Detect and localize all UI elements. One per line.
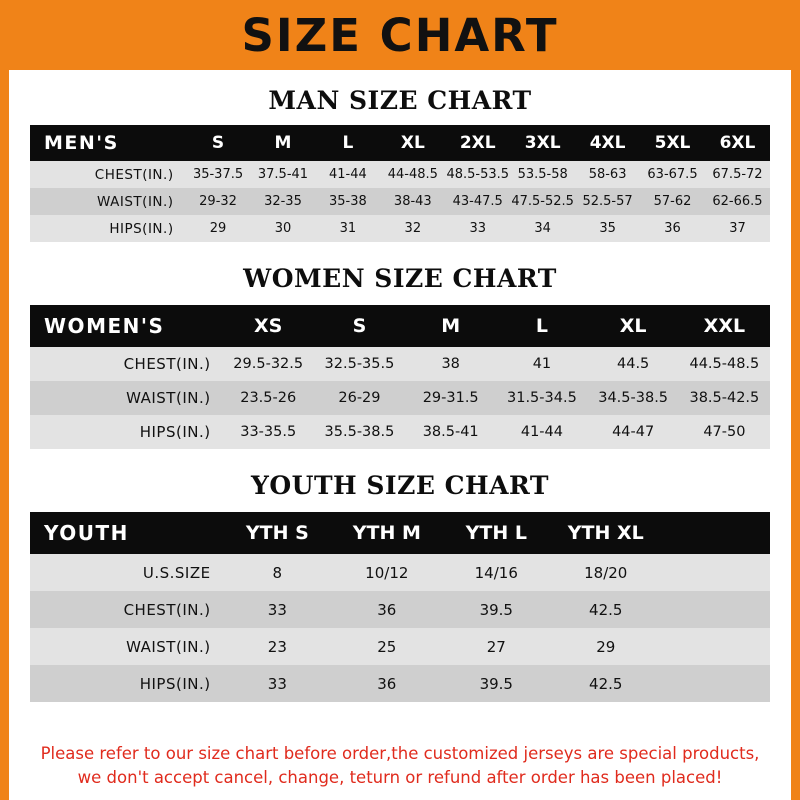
- men-header-cell: XL: [400, 133, 425, 153]
- women-size-table: [30, 305, 770, 449]
- men-size-table: [30, 125, 770, 242]
- youth-table-header: [30, 512, 770, 554]
- youth-section-title: YOUTH SIZE CHART: [251, 471, 549, 500]
- cell: 38: [441, 356, 460, 372]
- youth-header-cell: YTH XL: [567, 522, 644, 544]
- row-label: CHEST(IN.): [123, 355, 211, 373]
- page-banner: [0, 0, 800, 70]
- cell: 32.5-35.5: [324, 356, 395, 372]
- cell-empty: [660, 591, 770, 628]
- cell: 36: [664, 221, 681, 236]
- cell: 44.5-48.5: [689, 356, 760, 372]
- cell: 30: [274, 221, 292, 236]
- content-area: [9, 70, 791, 728]
- youth-header-cell-empty: [660, 512, 770, 554]
- table-row: [30, 188, 770, 215]
- table-header-row: [30, 125, 770, 161]
- footer-note-line-2: we don't accept cancel, change, teturn or refund after order has been placed!: [77, 768, 723, 788]
- row-label: HIPS(IN.): [109, 220, 174, 237]
- row-label: WAIST(IN.): [126, 637, 211, 656]
- cell: 58-63: [588, 167, 627, 182]
- row-label: CHEST(IN.): [123, 600, 211, 619]
- youth-size-table: [30, 512, 770, 702]
- cell: 33: [267, 600, 287, 619]
- cell: 38.5-41: [422, 424, 479, 440]
- cell: 48.5-53.5: [446, 167, 510, 182]
- cell: 29-31.5: [422, 390, 479, 406]
- cell: 29.5-32.5: [233, 356, 304, 372]
- men-header-cell: S: [211, 133, 225, 153]
- cell: 43-47.5: [452, 194, 503, 209]
- cell: 31.5-34.5: [507, 390, 577, 406]
- women-header-cell: XL: [619, 315, 647, 337]
- cell: 18/20: [584, 563, 628, 582]
- cell: 23: [267, 637, 287, 656]
- cell: 63-67.5: [647, 167, 698, 182]
- row-label: HIPS(IN.): [139, 423, 211, 441]
- cell: 62-66.5: [712, 194, 763, 209]
- men-header-cell: 3XL: [524, 133, 561, 153]
- youth-header-cell: YTH M: [352, 522, 421, 544]
- men-header-cell: 5XL: [654, 133, 691, 153]
- cell: 33: [267, 674, 287, 693]
- cell: 44-48.5: [387, 167, 438, 182]
- women-header-label: WOMEN'S: [44, 314, 165, 338]
- cell: 38.5-42.5: [689, 390, 760, 406]
- cell: 8: [272, 563, 283, 582]
- table-row: [30, 415, 770, 449]
- cell-empty: [660, 665, 770, 702]
- table-row: [30, 665, 770, 702]
- footer-note: [9, 728, 791, 800]
- cell: 38-43: [393, 194, 432, 209]
- cell: 31: [339, 221, 357, 236]
- cell: 47-50: [703, 424, 746, 440]
- table-row: [30, 347, 770, 381]
- youth-header-cell: YTH S: [245, 522, 309, 544]
- cell: 36: [377, 674, 397, 693]
- men-table-header: [30, 125, 770, 161]
- cell: 39.5: [479, 600, 513, 619]
- women-table-body: [30, 347, 770, 449]
- cell: 57-62: [653, 194, 692, 209]
- cell: 53.5-58: [517, 167, 568, 182]
- cell: 42.5: [589, 674, 623, 693]
- cell: 32-35: [264, 194, 302, 209]
- men-header-cell: L: [342, 133, 354, 153]
- table-header-row: [30, 305, 770, 347]
- women-header-cell: L: [535, 315, 548, 337]
- cell: 67.5-72: [712, 167, 763, 182]
- youth-header-cell: YTH L: [465, 522, 527, 544]
- cell: 39.5: [479, 674, 513, 693]
- page-title: SIZE CHART: [241, 8, 559, 62]
- youth-header-label: YOUTH: [44, 521, 129, 545]
- cell: 37: [729, 221, 746, 236]
- cell-empty: [660, 554, 770, 591]
- footer-note-line-1: Please refer to our size chart before order,the customized jerseys are special products,: [40, 744, 760, 764]
- cell: 44-47: [612, 424, 655, 440]
- youth-table-body: [30, 554, 770, 702]
- cell: 23.5-26: [240, 390, 297, 406]
- cell: 35-38: [329, 194, 367, 209]
- cell: 29: [209, 221, 227, 236]
- row-label: WAIST(IN.): [97, 193, 174, 210]
- women-table-header: [30, 305, 770, 347]
- cell-empty: [660, 628, 770, 665]
- cell: 47.5-52.5: [511, 194, 574, 209]
- cell: 10/12: [365, 563, 409, 582]
- cell: 41: [532, 356, 552, 372]
- women-header-cell: M: [441, 315, 461, 337]
- table-row: [30, 215, 770, 242]
- women-header-cell: S: [352, 315, 367, 337]
- men-header-cell: 4XL: [589, 133, 626, 153]
- table-row: [30, 591, 770, 628]
- cell: 14/16: [474, 563, 518, 582]
- men-section-title: MAN SIZE CHART: [268, 86, 532, 115]
- cell: 37.5-41: [257, 167, 309, 182]
- cell: 35: [599, 221, 616, 236]
- women-section-title: WOMEN SIZE CHART: [243, 264, 557, 293]
- cell: 42.5: [589, 600, 623, 619]
- men-header-cell: M: [274, 133, 292, 153]
- cell: 32: [404, 221, 422, 236]
- row-label: U.S.SIZE: [142, 563, 211, 582]
- table-row: [30, 554, 770, 591]
- cell: 29: [596, 637, 616, 656]
- cell: 41-44: [520, 424, 563, 440]
- cell: 33-35.5: [240, 424, 297, 440]
- cell: 35.5-38.5: [324, 424, 395, 440]
- men-header-cell: 6XL: [719, 133, 756, 153]
- row-label: HIPS(IN.): [139, 674, 211, 693]
- cell: 29-32: [199, 194, 237, 209]
- cell: 35-37.5: [192, 167, 244, 182]
- cell: 33: [469, 221, 487, 236]
- cell: 52.5-57: [582, 194, 633, 209]
- row-label: WAIST(IN.): [126, 389, 211, 407]
- table-row: [30, 381, 770, 415]
- women-header-cell: XS: [254, 315, 283, 337]
- table-header-row: [30, 512, 770, 554]
- cell: 34.5-38.5: [598, 390, 669, 406]
- row-label: CHEST(IN.): [94, 166, 174, 183]
- table-row: [30, 161, 770, 188]
- table-row: [30, 628, 770, 665]
- cell: 41-44: [329, 167, 367, 182]
- cell: 25: [377, 637, 397, 656]
- cell: 27: [486, 637, 506, 656]
- cell: 34: [534, 221, 551, 236]
- women-header-cell: XXL: [703, 315, 746, 337]
- men-header-label: MEN'S: [44, 132, 119, 154]
- men-header-cell: 2XL: [459, 133, 496, 153]
- cell: 44.5: [617, 356, 650, 372]
- cell: 36: [377, 600, 397, 619]
- cell: 26-29: [338, 390, 381, 406]
- men-table-body: [30, 161, 770, 242]
